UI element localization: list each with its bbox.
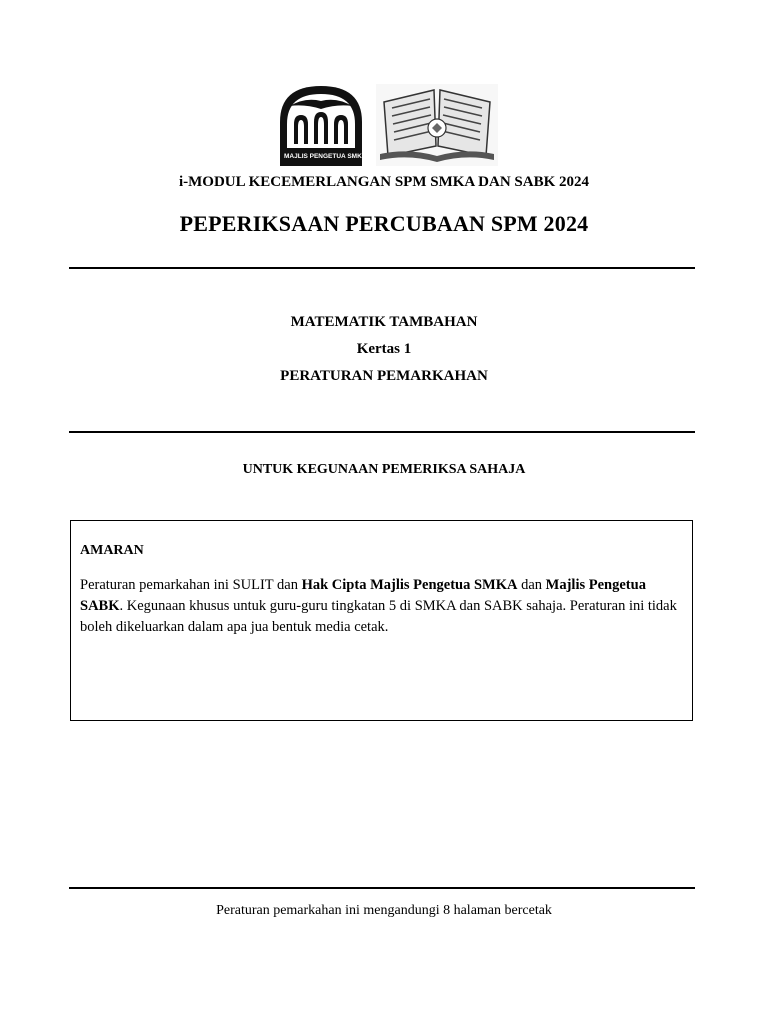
warning-body (80, 575, 687, 638)
mpsmka-logo-text: MAJLIS PENGETUA SMKA (284, 153, 367, 160)
open-book-logo-icon (376, 84, 498, 166)
divider-top (69, 267, 695, 269)
examiner-use-notice: UNTUK KEGUNAAN PEMERIKSA SAHAJA (242, 462, 526, 477)
mpsmka-logo (274, 82, 368, 168)
warning-heading: AMARAN (80, 543, 144, 558)
page-count-note: Peraturan pemarkahan ini mengandungi 8 halaman bercetak (216, 903, 552, 918)
warning-text-segment: Peraturan pemarkahan ini SULIT dan (80, 577, 302, 593)
warning-box (70, 520, 693, 721)
paper-number: Kertas 1 (356, 341, 412, 357)
book-logo (376, 84, 498, 166)
divider-middle (69, 431, 695, 433)
exam-title: PEPERIKSAAN PERCUBAAN SPM 2024 (179, 211, 589, 236)
divider-bottom (69, 887, 695, 889)
module-subtitle: i-MODUL KECEMERLANGAN SPM SMKA DAN SABK 2024 (178, 174, 590, 190)
subject-name: MATEMATIK TAMBAHAN (290, 314, 478, 330)
warning-text-segment: dan (517, 577, 546, 593)
warning-text-segment: . Kegunaan khusus untuk guru-guru tingkatan 5 di SMKA dan SABK sahaja. Peraturan ini tidak boleh dikeluarkan dalam apa jua bentuk media cetak. (80, 598, 677, 635)
warning-text-segment: Hak Cipta Majlis Pengetua SMKA (301, 577, 518, 593)
warning-text-segment: Majlis Pengetua SABK (80, 577, 646, 614)
document-type: PERATURAN PEMARKAHAN (280, 368, 488, 384)
